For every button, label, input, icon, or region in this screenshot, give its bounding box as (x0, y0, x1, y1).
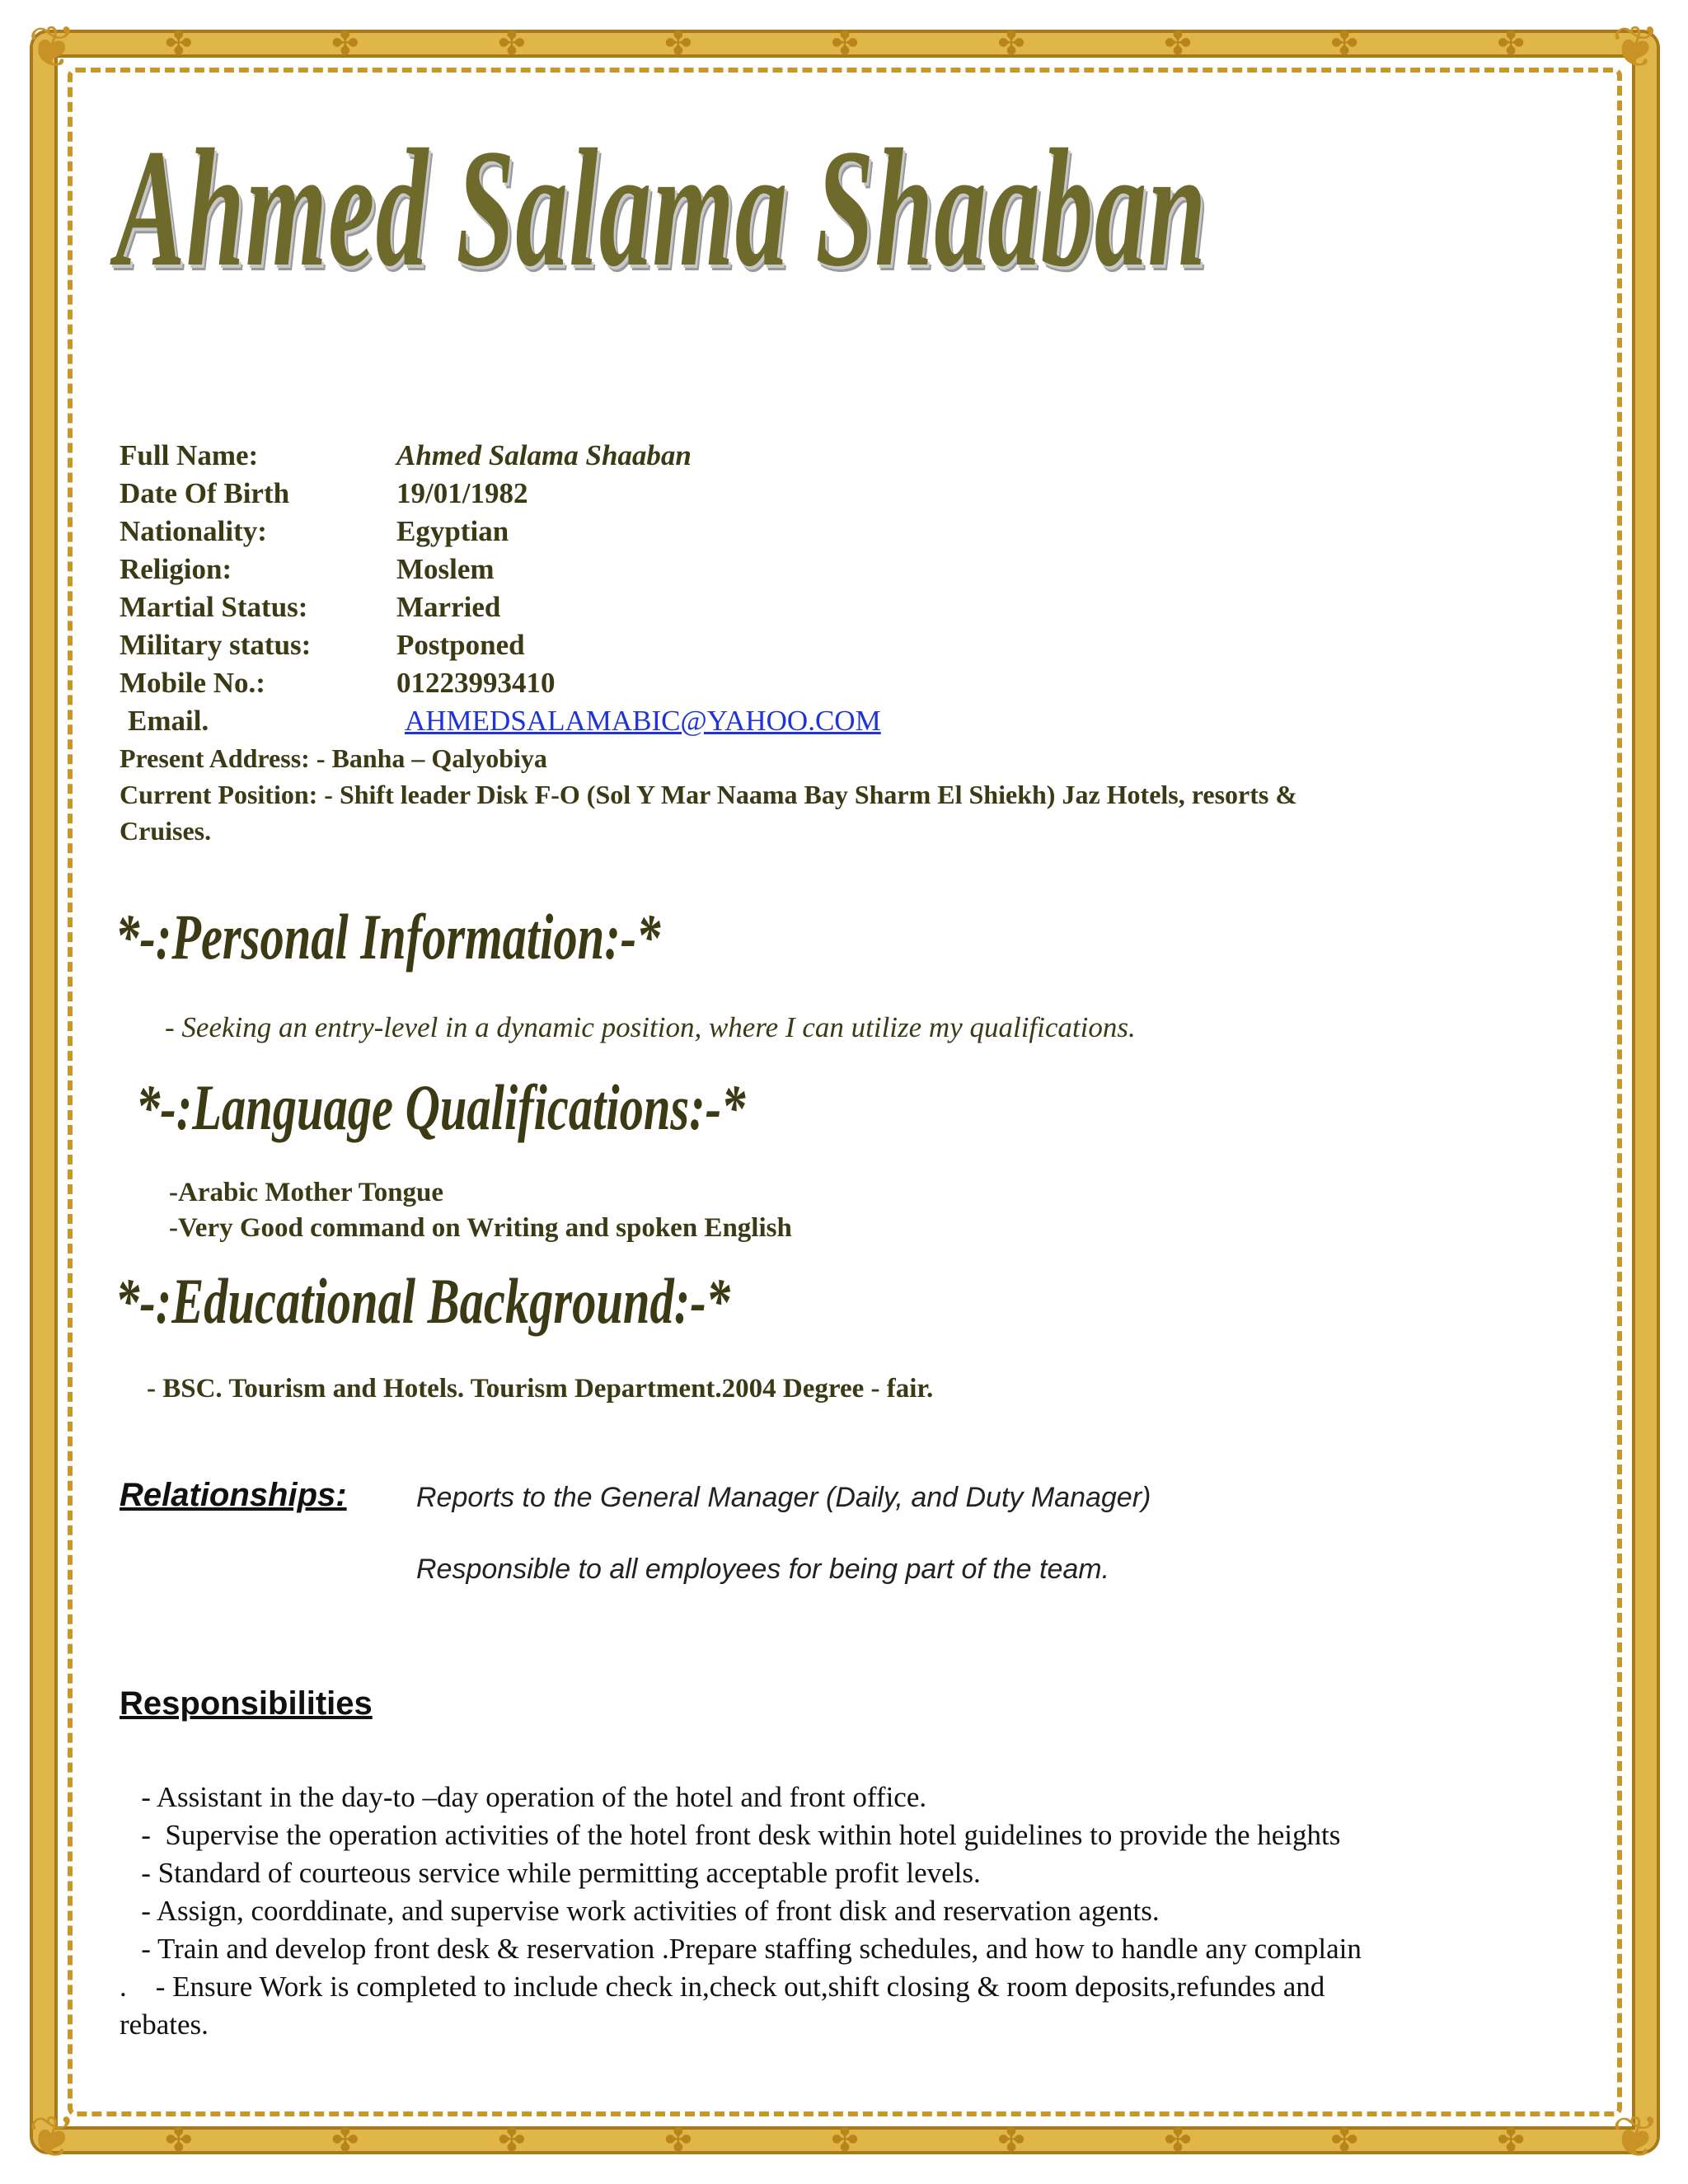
frame-bottom-border: ✤ ✤ ✤ ✤ ✤ ✤ ✤ ✤ ✤ (165, 2121, 1525, 2159)
ornament-icon: ❦ (1611, 2103, 1660, 2171)
list-item: - Standard of courteous service while permitting acceptable profit levels. (120, 1857, 981, 1889)
education-heading: *-:Educational Background:-* (115, 1265, 730, 1337)
dob-value: 19/01/1982 (396, 477, 528, 509)
relationships-label: Relationships: (120, 1477, 347, 1513)
list-item: - Train and develop front desk & reservation .Prepare staffing schedules, and how to handle any complain (120, 1933, 1362, 1965)
language-heading: *-:Language Qualifications:-* (136, 1071, 746, 1143)
religion-label: Religion: (120, 553, 232, 585)
list-item: - Assign, coorddinate, and supervise work activities of front disk and reservation agents. (120, 1895, 1160, 1927)
marital-label: Martial Status: (120, 591, 308, 623)
education-text: - BSC. Tourism and Hotels. Tourism Department.2004 Degree - fair. (147, 1374, 934, 1404)
info-row-email (120, 702, 1521, 740)
info-row-military (120, 626, 1521, 664)
language-item: -Very Good command on Writing and spoken English (169, 1213, 792, 1243)
list-item: rebates. (120, 2008, 209, 2041)
full-name-label: Full Name: (120, 439, 259, 471)
list-item: - Supervise the operation activities of the hotel front desk within hotel guidelines to provide the heights (120, 1819, 1341, 1851)
objective-text: - Seeking an entry-level in a dynamic position, where I can utilize my qualifications. (165, 1011, 1136, 1043)
military-label: Military status: (120, 629, 312, 661)
info-row-marital (120, 588, 1521, 626)
religion-value: Moslem (396, 553, 495, 585)
military-value: Postponed (396, 629, 525, 661)
full-name-value: Ahmed Salama Shaaban (396, 439, 692, 471)
info-row-nationality (120, 513, 1521, 551)
email-label: Email. (128, 705, 209, 737)
present-address: Present Address: - Banha – Qalyobiya (120, 743, 547, 773)
ornament-icon: ❦ (28, 13, 77, 81)
info-row-dob (120, 475, 1521, 513)
page-title: Ahmed Salama Shaaban (115, 115, 1207, 302)
responsibilities-list (120, 1779, 1562, 2044)
marital-value: Married (396, 591, 501, 623)
ornament-icon: ❦ (1611, 13, 1660, 81)
list-item: . - Ensure Work is completed to include check in,check out,shift closing & room deposits,refundes and (120, 1971, 1325, 2003)
info-row-mobile (120, 664, 1521, 702)
info-row-religion (120, 551, 1521, 588)
responsibilities-heading: Responsibilities (120, 1685, 373, 1722)
relationships-line: Reports to the General Manager (Daily, and Duty Manager) (416, 1482, 1151, 1513)
frame-top-border: ✤ ✤ ✤ ✤ ✤ ✤ ✤ ✤ ✤ (165, 25, 1525, 63)
mobile-label: Mobile No.: (120, 667, 265, 699)
nationality-label: Nationality: (120, 515, 267, 547)
list-item: - Assistant in the day-to –day operation of the hotel and front office. (120, 1781, 927, 1813)
dob-label: Date Of Birth (120, 477, 290, 509)
ornament-icon: ❦ (28, 2103, 77, 2171)
info-row-full-name (120, 437, 1521, 475)
email-link[interactable]: AHMEDSALAMABIC@YAHOO.COM (405, 705, 881, 737)
relationships-line: Responsible to all employees for being part of the team. (416, 1554, 1110, 1585)
nationality-value: Egyptian (396, 515, 509, 547)
mobile-value: 01223993410 (396, 667, 556, 699)
current-position-line-1: Current Position: - Shift leader Disk F-O (Sol Y Mar Naama Bay Sharm El Shiekh) Jaz Hotels, resorts & (120, 780, 1297, 809)
language-item: -Arabic Mother Tongue (169, 1178, 444, 1207)
personal-information-heading: *-:Personal Information:-* (115, 901, 661, 972)
current-position-line-2: Cruises. (120, 816, 212, 846)
personal-details (120, 437, 1521, 849)
